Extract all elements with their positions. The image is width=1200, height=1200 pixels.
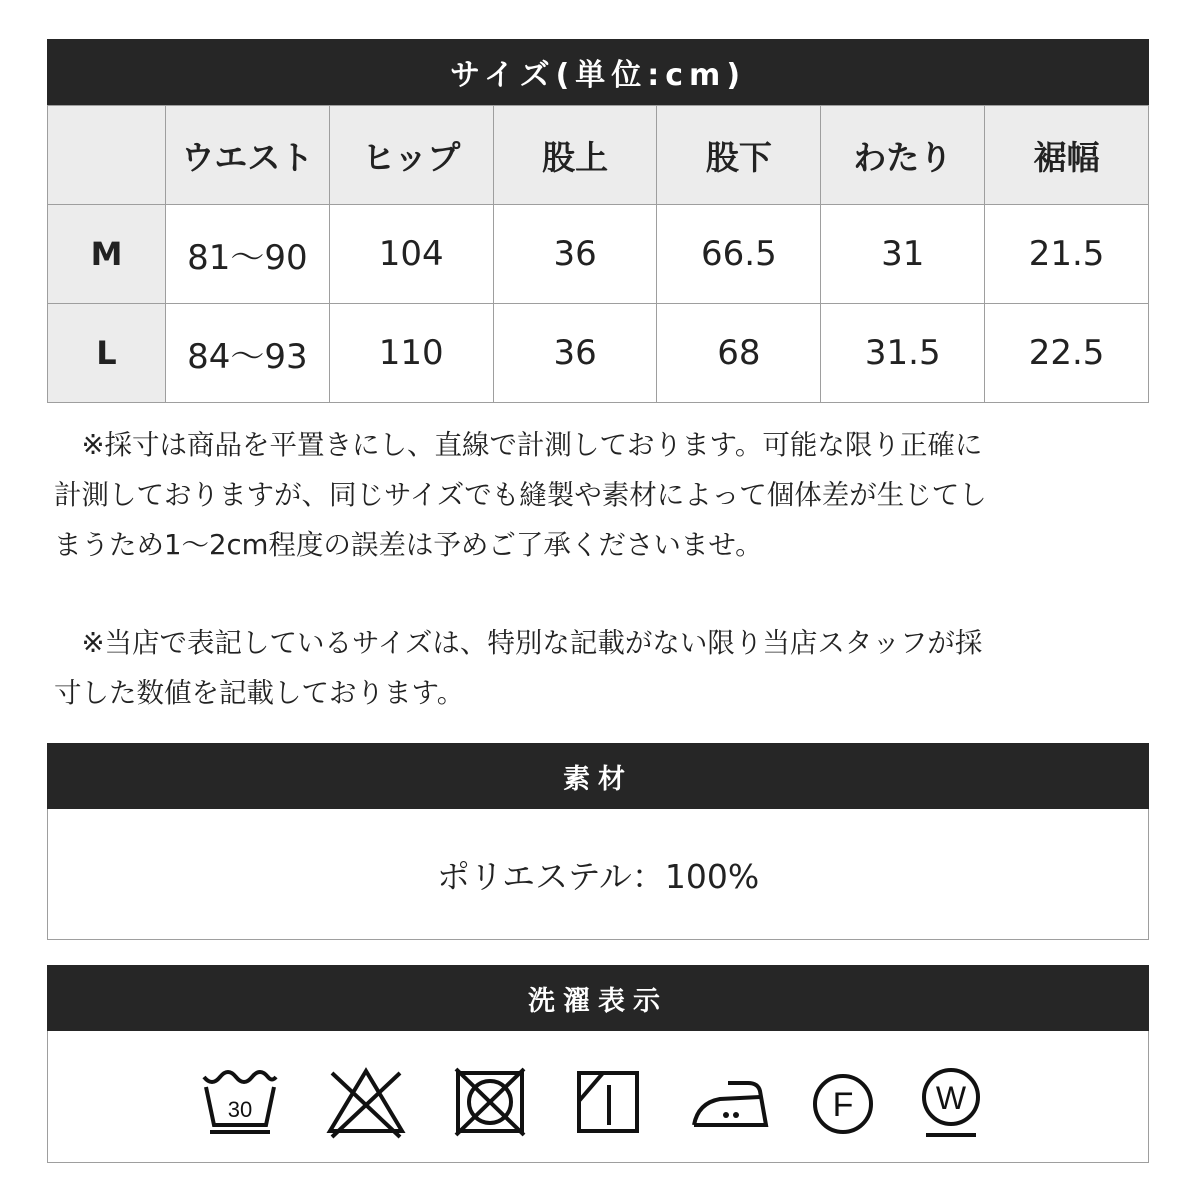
- table-cell: 22.5: [985, 304, 1149, 403]
- column-header-waist: ウエスト: [166, 106, 330, 205]
- wet-clean-w-label: W: [935, 1080, 967, 1116]
- table-cell: 66.5: [657, 205, 821, 304]
- wash-30-icon: [200, 1069, 280, 1135]
- no-bleach-icon: [324, 1065, 408, 1139]
- line-dry-shade-icon: [575, 1069, 641, 1135]
- size-section-title: サイズ(単位:cm): [449, 58, 747, 93]
- size-table-corner: [48, 106, 166, 205]
- column-header-rise: 股上: [493, 106, 657, 205]
- size-table-header-row: [48, 106, 1149, 205]
- material-text: ポリエステル：100%: [436, 856, 760, 896]
- table-cell: 68: [657, 304, 821, 403]
- table-cell: 104: [329, 205, 493, 304]
- size-table: [47, 105, 1149, 403]
- material-section-header: [47, 743, 1149, 809]
- table-cell: 84〜93: [166, 304, 330, 403]
- iron-medium-icon: [688, 1075, 772, 1131]
- table-cell: 110: [329, 304, 493, 403]
- table-row: [48, 304, 1149, 403]
- table-cell: 36: [493, 304, 657, 403]
- table-cell: 36: [493, 205, 657, 304]
- dry-clean-f-icon: [810, 1071, 876, 1137]
- wash-temperature-label: 30: [227, 1097, 253, 1122]
- material-box: [47, 809, 1149, 940]
- note-line: ※当店で表記しているサイズは、特別な記載がない限り当店スタッフが採: [54, 627, 983, 659]
- column-header-thigh: わたり: [821, 106, 985, 205]
- size-note: [54, 618, 1134, 718]
- table-cell: 21.5: [985, 205, 1149, 304]
- table-cell: 31.5: [821, 304, 985, 403]
- note-line: 計測しておりますが、同じサイズでも縫製や素材によって個体差が生じてし: [54, 479, 987, 511]
- column-header-hem-width: 裾幅: [985, 106, 1149, 205]
- wet-clean-w-icon: [918, 1067, 984, 1141]
- no-tumble-dry-icon: [452, 1067, 528, 1137]
- care-section-header: [47, 965, 1149, 1031]
- size-section-header: [47, 39, 1149, 105]
- column-header-hip: ヒップ: [329, 106, 493, 205]
- care-section-title: 洗濯表示: [528, 985, 668, 1017]
- column-header-inseam: 股下: [657, 106, 821, 205]
- table-row: [48, 205, 1149, 304]
- table-cell: 81〜90: [166, 205, 330, 304]
- row-label: M: [48, 205, 166, 304]
- note-line: まうため1〜2cm程度の誤差は予めご了承くださいませ。: [54, 529, 763, 561]
- row-label: L: [48, 304, 166, 403]
- care-box: [47, 1031, 1149, 1163]
- note-line: ※採寸は商品を平置きにし、直線で計測しております。可能な限り正確に: [54, 429, 983, 461]
- measurement-note: [54, 420, 1134, 570]
- dry-clean-f-label: F: [832, 1086, 854, 1124]
- material-section-title: 素材: [563, 763, 633, 795]
- table-cell: 31: [821, 205, 985, 304]
- note-line: 寸した数値を記載しております。: [54, 677, 465, 709]
